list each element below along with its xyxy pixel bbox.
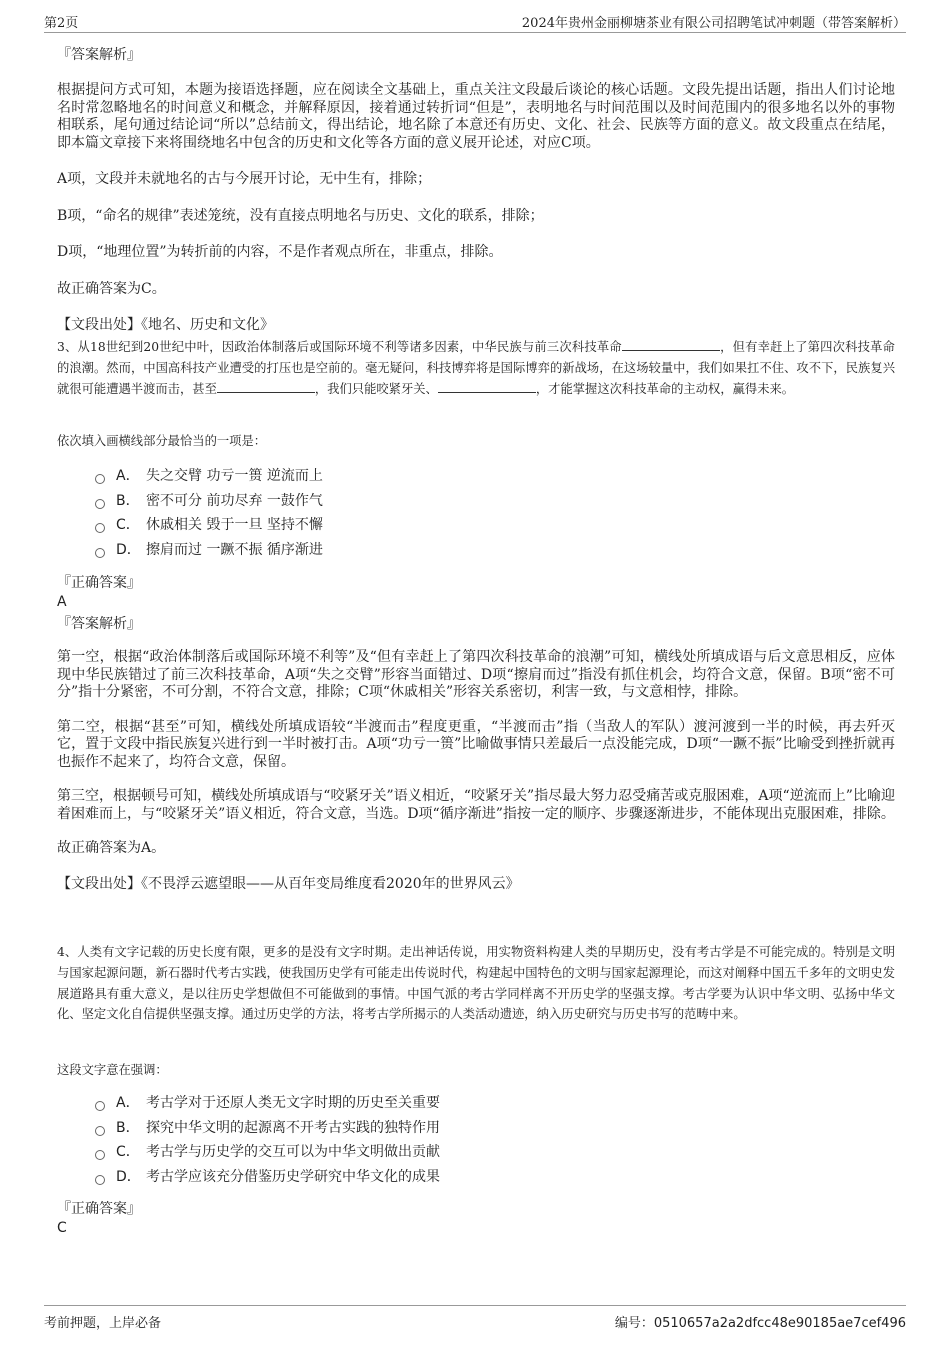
q3-option-d[interactable]: D． 擦肩而过 一蹶不振 循序渐进 bbox=[95, 538, 323, 563]
q4-option-a[interactable]: A． 考古学对于还原人类无文字时期的历史至关重要 bbox=[95, 1091, 440, 1116]
q2-conclusion: 故正确答案为C。 bbox=[57, 280, 166, 297]
q4-option-b[interactable]: B． 探究中华文明的起源离不开考古实践的独特作用 bbox=[95, 1116, 440, 1141]
blank-2 bbox=[217, 380, 315, 393]
q2-analysis-label: 『答案解析』 bbox=[57, 47, 141, 63]
q4-answer-label: 『正确答案』 bbox=[57, 1201, 141, 1217]
q3-analysis-paragraph: 第一空，根据“政治体制落后或国际环境不利等”及“但有幸赶上了第四次科技革命的浪潮”可知，横线处所填成语与后文意思相反，应体现中华民族错过了前三次科技革命，A项“失之交臂”形容当面错过、D项“擦肩而过”指没有抓住机会，均符合文意，保留。B项“密不可分”指十分紧密，不可分割，不符合文意，排除；C项“休戚相关”形容关系密切，利害一致，与文意相悖，排除。 bbox=[57, 649, 895, 700]
q4-answer: C bbox=[57, 1220, 67, 1236]
q4-question: 4、人类有文字记载的历史长度有限，更多的是没有文字时期。走出神话传说，用实物资料构建人类的早期历史，没有考古学是不可能完成的。特别是文明与国家起源问题，新石器时代考古实践，使我国历史学有可能走出传说时代，构建起中国特色的文明与国家起源理论，而这对阐释中国五千多年的文明史发展道路具有重大意义，是以往历史学想做但不可能做到的事情。中国气派的考古学同样离不开历史学的坚强支撑。考古学要为认识中华文明、弘扬中华文化、坚定文化自信提供坚强支撑。通过历史学的方法，将考古学所揭示的人类活动遗迹，纳入历史研究与历史书写的范畴中来。 bbox=[57, 945, 895, 1022]
radio-button-icon[interactable] bbox=[95, 474, 105, 484]
q2-analysis-paragraph: A项，文段并未就地名的古与今展开讨论，无中生有，排除； bbox=[57, 171, 432, 187]
q2-analysis-paragraph: B项，“命名的规律”表述笼统，没有直接点明地名与历史、文化的联系，排除； bbox=[57, 207, 544, 224]
q2-analysis-paragraph: 根据提问方式可知，本题为接语选择题，应在阅读全文基础上，重点关注文段最后谈论的核心话题。文段先提出话题，指出人们讨论地名时常忽略地名的时间意义和概念，并解释原因，接着通过转折词“但是”，表明地名与时间范围以及时间范围内的很多地名以外的事物相联系，尾句通过结论词“所以”总结前文，得出结论，地名除了本意还有历史、文化、社会、民族等方面的意义。故文段重点在结尾，即本篇文章接下来将围绕地名中包含的历史和文化等各方面的意义展开论述，对应C项。 bbox=[57, 82, 895, 151]
document-title: 2024年贵州金丽柳塘茶业有限公司招聘笔试冲刺题（带答案解析） bbox=[521, 16, 906, 31]
q3-answer: A bbox=[57, 594, 67, 610]
q3-prompt: 依次填入画横线部分最恰当的一项是： bbox=[57, 434, 267, 448]
blank-1 bbox=[622, 338, 720, 351]
q3-option-a[interactable]: A． 失之交臂 功亏一篑 逆流而上 bbox=[95, 464, 323, 489]
q3-conclusion: 故正确答案为A。 bbox=[57, 840, 166, 856]
q4-answer-block bbox=[57, 1199, 895, 1237]
radio-button-icon[interactable] bbox=[95, 1101, 105, 1111]
page-header bbox=[44, 10, 906, 33]
radio-button-icon[interactable] bbox=[95, 1175, 105, 1185]
page-footer bbox=[44, 1305, 906, 1330]
q3-options bbox=[95, 464, 323, 562]
radio-button-icon[interactable] bbox=[95, 1126, 105, 1136]
q3-answer-block bbox=[57, 573, 895, 893]
q3-option-c[interactable]: C． 休戚相关 毁于一旦 坚持不懈 bbox=[95, 513, 323, 538]
document-id: 编号：0510657a2a2dfcc48e90185ae7cef496 bbox=[614, 1316, 906, 1331]
blank-3 bbox=[438, 380, 536, 393]
q2-analysis-paragraph: D项，“地理位置”为转折前的内容，不是作者观点所在，非重点，排除。 bbox=[57, 244, 503, 260]
q3-answer-label: 『正确答案』 bbox=[57, 575, 141, 591]
q3-analysis-paragraph: 第三空，根据顿号可知，横线处所填成语与“咬紧牙关”语义相近，“咬紧牙关”指尽最大努力忍受痛苦或克服困难，A项“逆流而上”比喻迎着困难而上，与“咬紧牙关”语义相近，符合文意，当选。D项“循序渐进”指按一定的顺序、步骤逐渐进步，不能体现出克服困难，排除。 bbox=[57, 788, 895, 822]
radio-button-icon[interactable] bbox=[95, 1150, 105, 1160]
page-number: 第2页 bbox=[44, 16, 79, 31]
q4-option-c[interactable]: C． 考古学与历史学的交互可以为中华文明做出贡献 bbox=[95, 1140, 440, 1165]
q3-option-b[interactable]: B． 密不可分 前功尽弃 一鼓作气 bbox=[95, 489, 323, 514]
q2-analysis bbox=[57, 45, 895, 335]
radio-button-icon[interactable] bbox=[95, 548, 105, 558]
footer-slogan: 考前押题，上岸必备 bbox=[44, 1316, 162, 1331]
q3-question: 3、从18世纪到20世纪中叶，因政治体制落后或国际环境不利等诸多因素，中华民族与前三次科技革命 ，但有幸赶上了第四次科技革命的浪潮。然而，中国高科技产业遭受的打压也是空前的。毫无疑问，科技博弈将是国际博弈的新战场，在这场较量中，我们如果扛不住、攻不下，民族复兴就很可能遭遇半渡而击，甚至 ，我们只能咬紧牙关、 ，才能掌握这次科技革命的主动权，赢得未来。 bbox=[57, 340, 895, 396]
q4-prompt: 这段文字意在强调： bbox=[57, 1063, 168, 1077]
q2-source: 【文段出处】《地名、历史和文化》 bbox=[57, 317, 274, 333]
radio-button-icon[interactable] bbox=[95, 499, 105, 509]
q3-source: 【文段出处】《不畏浮云遮望眼——从百年变局维度看2020年的世界风云》 bbox=[57, 875, 520, 892]
q4-option-d[interactable]: D． 考古学应该充分借鉴历史学研究中华文化的成果 bbox=[95, 1165, 440, 1190]
q3-analysis-label: 『答案解析』 bbox=[57, 616, 141, 632]
radio-button-icon[interactable] bbox=[95, 523, 105, 533]
q3-analysis-paragraph: 第二空，根据“甚至”可知，横线处所填成语较“半渡而击”程度更重，“半渡而击”指（当敌人的军队）渡河渡到一半的时候，再去歼灭它，置于文段中指民族复兴进行到一半时被打击。A项“功亏一篑”比喻做事情只差最后一点没能完成，D项“一蹶不振”比喻受到挫折就再也振作不起来了，均符合文意，保留。 bbox=[57, 718, 895, 770]
q4-options bbox=[95, 1091, 440, 1189]
